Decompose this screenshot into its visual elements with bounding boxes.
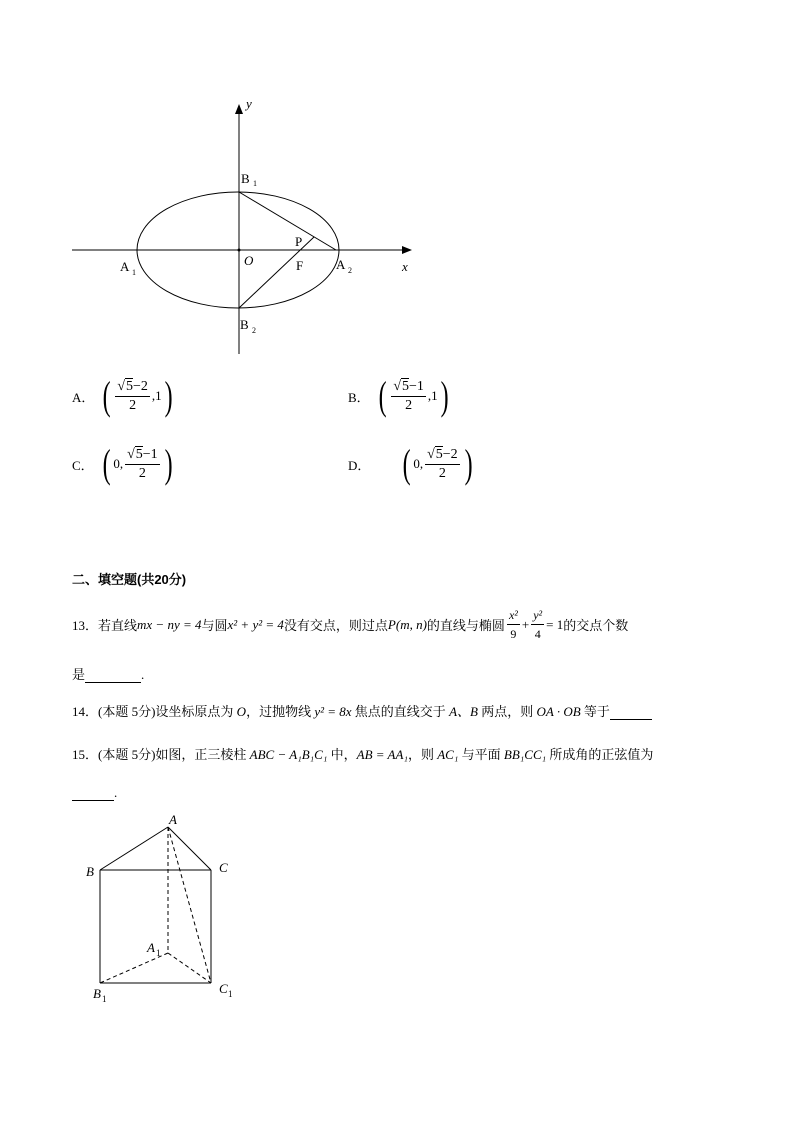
paren-left: (: [102, 373, 111, 418]
vertex-a1: A: [147, 940, 155, 955]
question-13: 13．若直线 mx − ny = 4 与圆 x² + y² = 4 没有交点，则过点 P(m, n) 的直线与椭圆 $\frac{\text{x²}}{9}$ + $\frac{\text{y²}}{4}$ = 1 的交点个数: [72, 608, 629, 641]
vertex-c1: C: [219, 981, 228, 996]
origin-dot: [238, 249, 241, 252]
f-label: F: [296, 258, 304, 273]
a2-label: A: [336, 257, 346, 272]
vertex-b1-sub: 1: [102, 994, 107, 1004]
option-c-head: 0,: [113, 456, 124, 471]
option-b[interactable]: [348, 373, 451, 418]
paren-right: ): [464, 441, 473, 486]
paren-left: (: [102, 441, 111, 486]
vertex-a1-sub: 1: [156, 948, 161, 958]
segment-b1-a2: [239, 192, 336, 250]
origin-label: O: [244, 253, 254, 268]
edge-a1-c1: [168, 953, 211, 983]
ellipse-figure: [0, 0, 794, 370]
question-13-line2: 是 .: [72, 667, 145, 682]
option-b-tail: ,1: [427, 388, 438, 403]
prism-figure: [0, 800, 300, 1010]
option-a[interactable]: [72, 373, 175, 418]
b1-sub: 1: [253, 179, 257, 188]
question-14: 14．(本题 5分)设坐标原点为 O，过抛物线 y² = 8x 焦点的直线交于 A、B 两点，则 OA · OB 等于: [72, 701, 652, 720]
option-d[interactable]: [348, 441, 475, 486]
b2-sub: 2: [252, 326, 256, 335]
option-d-label: D．: [348, 457, 371, 473]
option-c[interactable]: [72, 441, 175, 486]
option-b-label: B．: [348, 389, 370, 405]
option-c-label: C．: [72, 457, 94, 473]
fraction: $\frac{√5-2}{2}$: [427, 446, 458, 481]
question-15: 15．(本题 5分)如图，正三棱柱 ABC − A₁B₁C₁ 中，AB = AA₁，则 AC₁ 与平面 BB₁CC₁ 所成角的正弦值为: [72, 747, 654, 762]
paren-left: (: [378, 373, 387, 418]
question-15-line2: .: [72, 785, 117, 801]
fraction: $\frac{√5-1}{2}$: [127, 446, 158, 481]
y-label: y: [246, 96, 252, 111]
fraction: $\frac{√5-1}{2}$: [393, 378, 424, 413]
a2-sub: 2: [348, 266, 352, 275]
option-a-tail: ,1: [151, 388, 162, 403]
fraction: $\frac{√5-2}{2}$: [117, 378, 148, 413]
paren-left: (: [402, 441, 411, 486]
vertex-b: B: [86, 864, 94, 879]
y-axis-arrow: [235, 104, 243, 114]
edge-a-c1: [168, 827, 211, 983]
b1-label: B: [241, 171, 250, 186]
x-axis-arrow: [402, 246, 412, 254]
a1-sub: 1: [132, 268, 136, 277]
p-label: P: [295, 234, 303, 249]
edge-a-c: [168, 827, 211, 870]
answer-blank[interactable]: [610, 707, 652, 720]
paren-right: ): [440, 373, 449, 418]
vertex-c1-sub: 1: [228, 989, 233, 999]
a1-label: A: [120, 259, 130, 274]
vertex-c: C: [219, 860, 228, 875]
paren-right: ): [164, 441, 173, 486]
vertex-a: A: [169, 812, 177, 827]
vertex-b1: B: [93, 986, 101, 1001]
option-d-head: 0,: [413, 456, 424, 471]
section-title: 二、填空题(共20分): [72, 572, 187, 587]
b2-label: B: [240, 317, 249, 332]
answer-blank[interactable]: [85, 670, 141, 683]
x-label: x: [402, 259, 408, 274]
paren-right: ): [164, 373, 173, 418]
edge-a-b: [100, 827, 168, 870]
option-a-label: A．: [72, 389, 95, 405]
